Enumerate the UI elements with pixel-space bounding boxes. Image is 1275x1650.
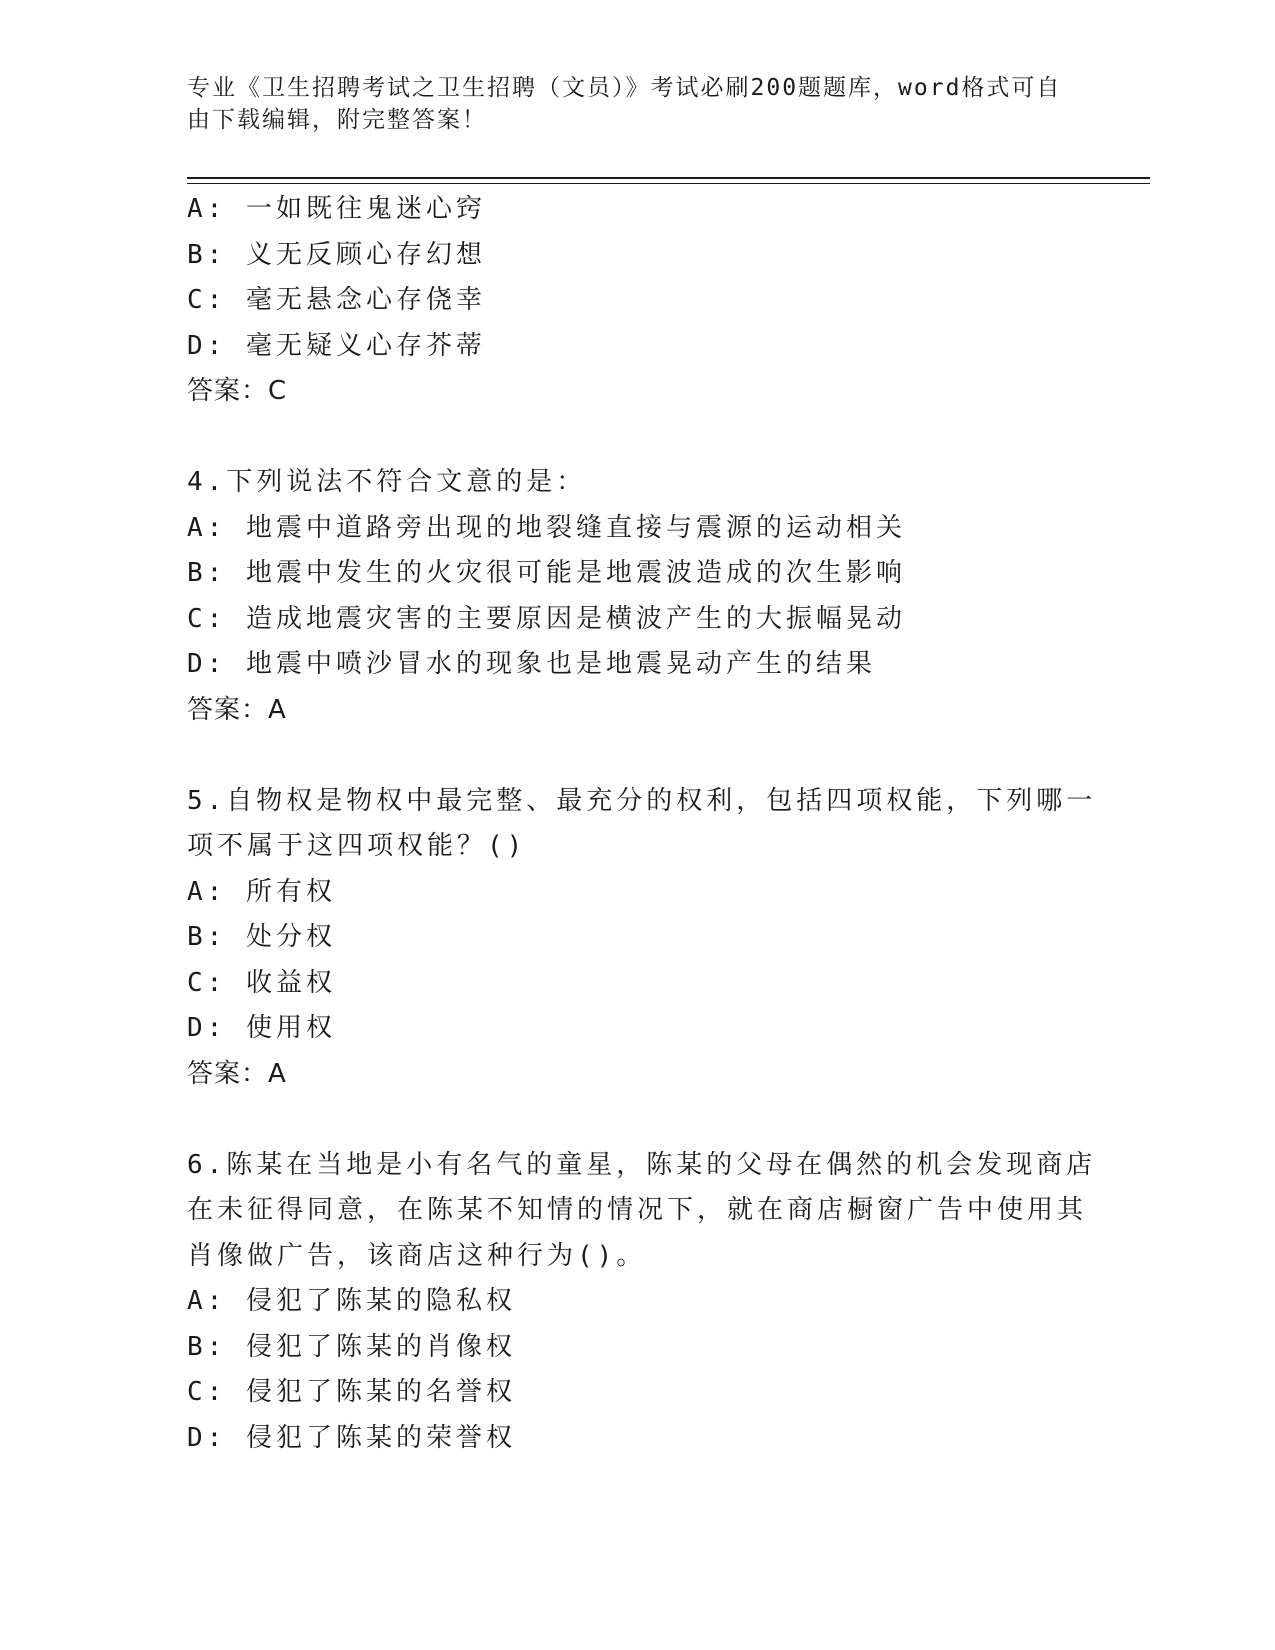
question-6 bbox=[187, 1143, 1097, 1462]
question-3 bbox=[187, 187, 1067, 415]
header-line-1: 专业《卫生招聘考试之卫生招聘（文员）》考试必刷200题题库，word格式可自 bbox=[187, 75, 1062, 101]
question-stem-line-3: 肖像做广告，该商店这种行为()。 bbox=[187, 1240, 647, 1271]
option-a: A: 侵犯了陈某的隐私权 bbox=[187, 1286, 516, 1316]
option-c: C: 造成地震灾害的主要原因是横波产生的大振幅晃动 bbox=[187, 603, 906, 634]
question-stem-line-1: 6.陈某在当地是小有名气的童星，陈某的父母在偶然的机会发现商店 bbox=[187, 1149, 1097, 1180]
option-d: D: 地震中喷沙冒水的现象也是地震晃动产生的结果 bbox=[187, 649, 876, 679]
question-stem-line-2: 在未征得同意，在陈某不知情的情况下，就在商店橱窗广告中使用其 bbox=[187, 1195, 1088, 1225]
answer-line: 答案：A bbox=[187, 694, 287, 725]
option-a: A: 一如既往鬼迷心窍 bbox=[187, 194, 486, 224]
question-stem-line-2: 项不属于这四项权能？() bbox=[187, 831, 527, 861]
header-divider-thick bbox=[187, 177, 1150, 179]
option-a: A: 地震中道路旁出现的地裂缝直接与震源的运动相关 bbox=[187, 512, 906, 543]
option-b: B: 处分权 bbox=[187, 922, 336, 952]
option-b: B: 义无反顾心存幻想 bbox=[187, 239, 486, 270]
document-header bbox=[187, 72, 1067, 136]
option-c: C: 侵犯了陈某的名誉权 bbox=[187, 1377, 516, 1407]
question-4 bbox=[187, 460, 1067, 733]
answer-line: 答案：C bbox=[187, 376, 288, 406]
question-stem: 4.下列说法不符合文意的是： bbox=[187, 467, 587, 497]
header-line-2: 由下载编辑，附完整答案！ bbox=[187, 107, 487, 133]
option-b: B: 侵犯了陈某的肖像权 bbox=[187, 1331, 516, 1362]
question-stem-line-1: 5.自物权是物权中最完整、最充分的权利，包括四项权能，下列哪一 bbox=[187, 785, 1097, 816]
answer-line: 答案：A bbox=[187, 1058, 287, 1089]
header-divider-thin bbox=[187, 183, 1150, 184]
question-spacer bbox=[187, 415, 1067, 461]
question-list bbox=[187, 187, 1097, 1461]
option-d: D: 侵犯了陈某的荣誉权 bbox=[187, 1422, 516, 1453]
question-spacer bbox=[187, 733, 1067, 779]
question-spacer bbox=[187, 1097, 1067, 1143]
option-d: D: 毫无疑义心存芥蒂 bbox=[187, 330, 486, 361]
question-5 bbox=[187, 779, 1097, 1098]
option-c: C: 收益权 bbox=[187, 967, 336, 998]
option-a: A: 所有权 bbox=[187, 876, 336, 907]
option-c: C: 毫无悬念心存侥幸 bbox=[187, 285, 486, 315]
option-b: B: 地震中发生的火灾很可能是地震波造成的次生影响 bbox=[187, 558, 906, 588]
option-d: D: 使用权 bbox=[187, 1013, 336, 1043]
